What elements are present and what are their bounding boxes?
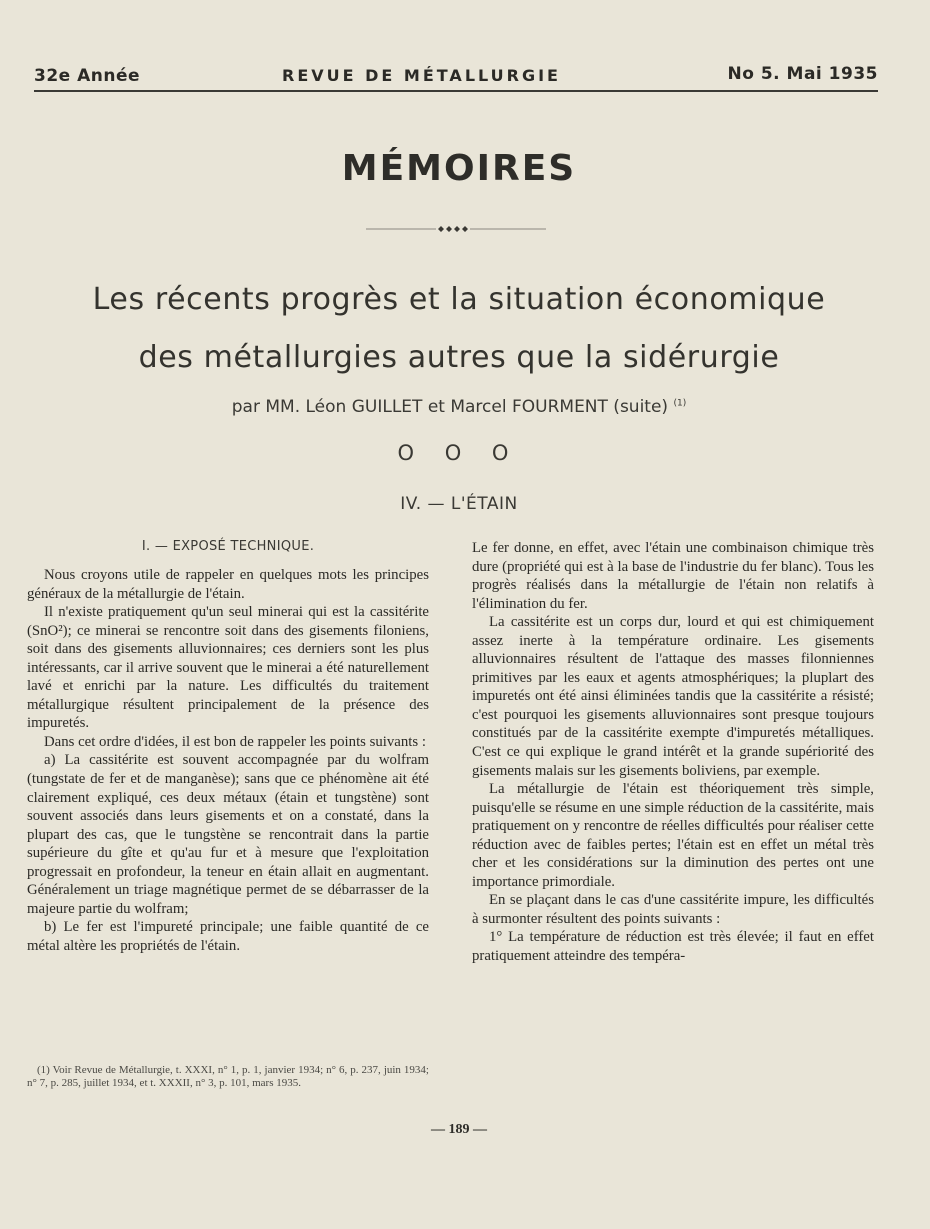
paragraph: b) Le fer est l'impureté principale; une faible quantité de ce métal altère les propriétés de l'étain. — [27, 919, 429, 954]
header-rule — [34, 90, 878, 92]
part-heading: IV. — L'ÉTAIN — [400, 494, 518, 514]
section-title: MÉMOIRES — [341, 148, 577, 189]
left-column — [27, 566, 429, 955]
article-title-line-2: des métallurgies autres que la sidérurgie — [138, 340, 780, 375]
paragraph: La cassitérite est un corps dur, lourd et qui est chimiquement assez inerte à la température ordinaire. Les gisements alluvionnaires résultent de l'attaque des masses filonniennes primitives par les eaux et agents atmosphériques; la pluplart des impuretés ont été ainsi éliminées tandis que la cassitérite a résisté; c'est pourquoi les gisements alluvionnaires sont presque toujours constitués par de la cassitérite exempte d'impuretés métalliques. C'est ce qui explique le grand intérêt et la grande supériorité des gisements malais sur les gisements boliviens, par exemple. — [472, 614, 874, 779]
paragraph: a) La cassitérite est souvent accompagnée par du wolfram (tungstate de fer et de manganèse); sans que ce phénomène ait été clairement expliqué, ces deux métaux (étain et tungstène) sont souvent associés dans leurs gisements et on a constaté, dans la plupart des cas, que le tungstène se rencontrait dans la partie supérieure du gîte et qu'au fur et à mesure que l'exploitation progressait en profondeur, la teneur en étain allait en augmentant. Généralement un triage magnétique permet de se débarrasser de la majeure partie du wolfram; — [27, 752, 429, 917]
paragraph: En se plaçant dans le cas d'une cassitérite impure, les difficultés à surmonter résultent des points suivants : — [472, 892, 874, 927]
paragraph: Dans cet ordre d'idées, il est bon de rappeler les points suivants : — [44, 733, 426, 750]
page-number: — 189 — — [431, 1122, 487, 1137]
article-authors — [0, 397, 918, 417]
paragraph: 1° La température de réduction est très élevée; il faut en effet pratiquement atteindre des tempéra- — [472, 929, 874, 965]
right-column — [472, 539, 874, 966]
authors-footnote-ref: (1) — [673, 398, 687, 409]
ornament-divider — [366, 225, 546, 233]
article-title-line-1: Les récents progrès et la situation économique — [92, 282, 826, 317]
paragraph: Le fer donne, en effet, avec l'étain une combinaison chimique très dure (propriété qui est à la base de l'industrie du fer blanc). Tous les progrès réalisés dans la métallurgie de l'étain non relatifs à l'élimination du fer. — [472, 540, 874, 612]
authors-text: par MM. Léon GUILLET et Marcel FOURMENT (suite) — [231, 397, 669, 417]
header-volume: 32e Année — [34, 66, 141, 86]
header-issue-date: No 5. Mai 1935 — [727, 64, 878, 84]
subsection-heading: I. — EXPOSÉ TECHNIQUE. — [141, 539, 315, 554]
paragraph: La métallurgie de l'étain est théoriquement très simple, puisqu'elle se résume en une simple réduction de la cassitérite, mais pratiquement on y rencontre de réelles difficultés pour réaliser cette réduction avec de faibles pertes; l'étain est en effet un métal très cher et les considérations sur la diminution des pertes ont une importance primordiale. — [472, 781, 874, 890]
header-journal-title: REVUE DE MÉTALLURGIE — [282, 66, 561, 85]
separator-circles: O O O — [397, 441, 521, 465]
paragraph: Il n'existe pratiquement qu'un seul minerai qui est la cassitérite (SnO²); ce minerai se rencontre soit dans des gisements filoniens, soit dans des gisements alluvionnaires; ces derniers sont les plus intéressants, car il arrive souvent que le minerai a été naturellement lavé et enrichi par la nature. Les difficultés du traitement métallurgique résultent principalement de la présence des impuretés. — [27, 604, 429, 732]
paragraph: Nous croyons utile de rappeler en quelques mots les principes généraux de la métallurgie de l'étain. — [27, 567, 429, 602]
footnote: (1) Voir Revue de Métallurgie, t. XXXI, n° 1, p. 1, janvier 1934; n° 6, p. 237, juin 1934; n° 7, p. 285, juillet 1934, et t. XXXII, n° 3, p. 101, mars 1935. — [27, 1064, 429, 1089]
